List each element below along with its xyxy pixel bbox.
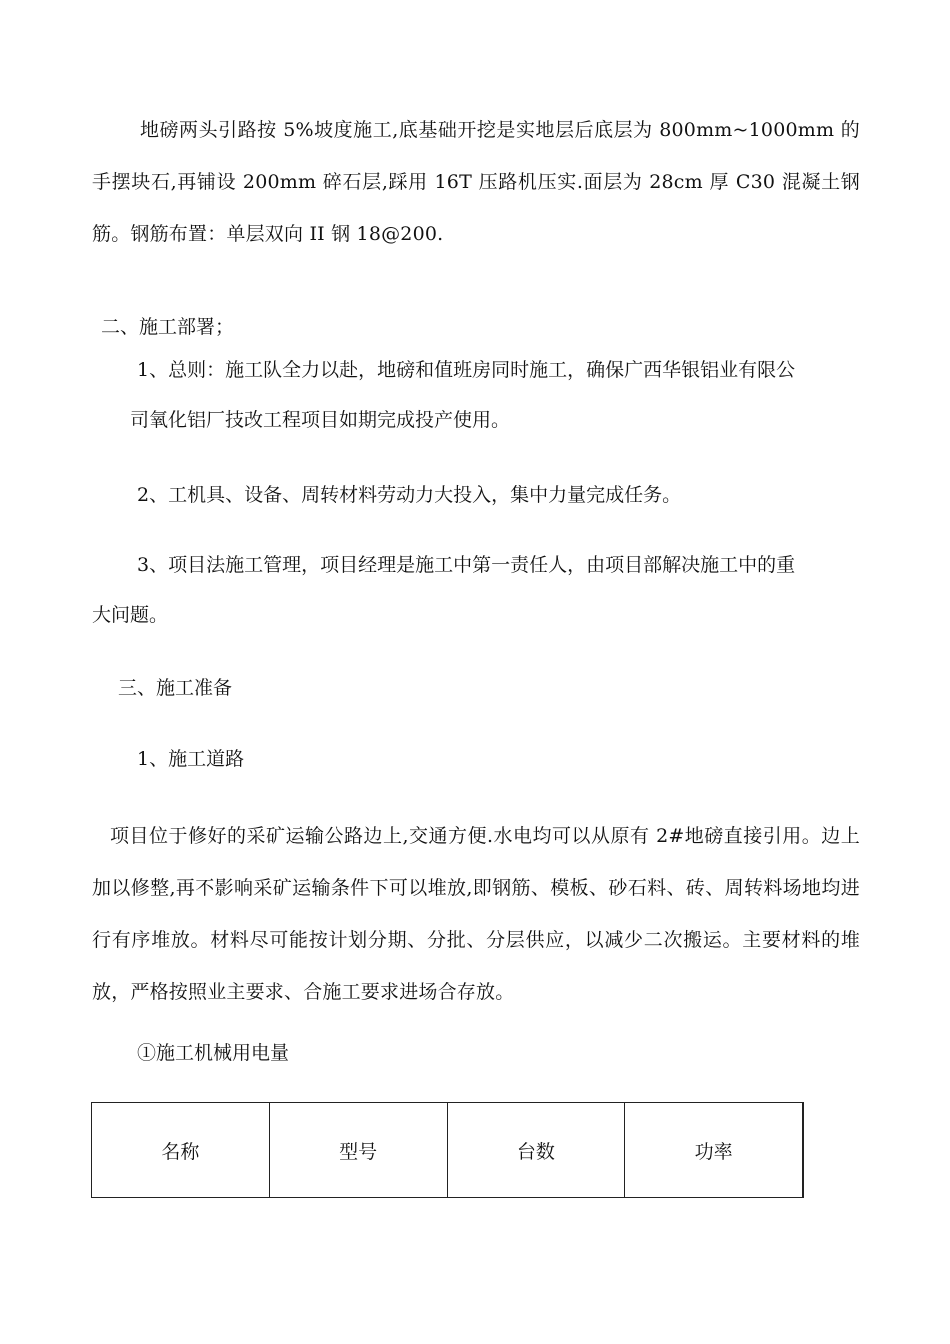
header-power: 功率 xyxy=(625,1103,803,1198)
section-3-heading: 三、施工准备 xyxy=(118,677,233,699)
table-header-row xyxy=(92,1103,803,1198)
section-3-subheading-road: 1、施工道路 xyxy=(137,748,245,770)
section-2-item-2: 2、工机具、设备、周转材料劳动力大投入，集中力量完成任务。 xyxy=(137,484,682,506)
table-right-edge xyxy=(802,1102,804,1198)
equipment-power-table xyxy=(91,1102,803,1198)
header-quantity: 台数 xyxy=(447,1103,625,1198)
section-2-item-3-line-2: 大问题。 xyxy=(92,604,169,626)
header-model: 型号 xyxy=(269,1103,447,1198)
section-2-item-1-line-2: 司氧化铝厂技改工程项目如期完成投产使用。 xyxy=(130,409,511,431)
intro-paragraph: 地磅两头引路按 5%坡度施工,底基础开挖是实地层后底层为 800mm~1000mm 的手摆块石,再铺设 200mm 碎石层,踩用 16T 压路机压实.面层为 28cm 厚 C30 混凝土钢筋。钢筋布置：单层双向 II 钢 18@200. xyxy=(92,119,860,245)
section-2-item-1-line-1: 1、总则：施工队全力以赴，地磅和值班房同时施工，确保广西华银铝业有限公 xyxy=(137,359,796,381)
section-2-heading: 二、施工部署； xyxy=(101,316,235,338)
header-name: 名称 xyxy=(92,1103,270,1198)
road-paragraph: 项目位于修好的采矿运输公路边上,交通方便.水电均可以从原有 2#地磅直接引用。边上加以修整,再不影响采矿运输条件下可以堆放,即钢筋、模板、砂石料、砖、周转料场地均进行有序堆放。材料尽可能按计划分期、分批、分层供应，以减少二次搬运。主要材料的堆放，严格按照业主要求、合施工要求进场合存放。 xyxy=(92,825,860,1003)
power-usage-heading: ①施工机械用电量 xyxy=(137,1042,290,1064)
section-2-item-3-line-1: 3、项目法施工管理，项目经理是施工中第一责任人，由项目部解决施工中的重 xyxy=(137,554,796,576)
